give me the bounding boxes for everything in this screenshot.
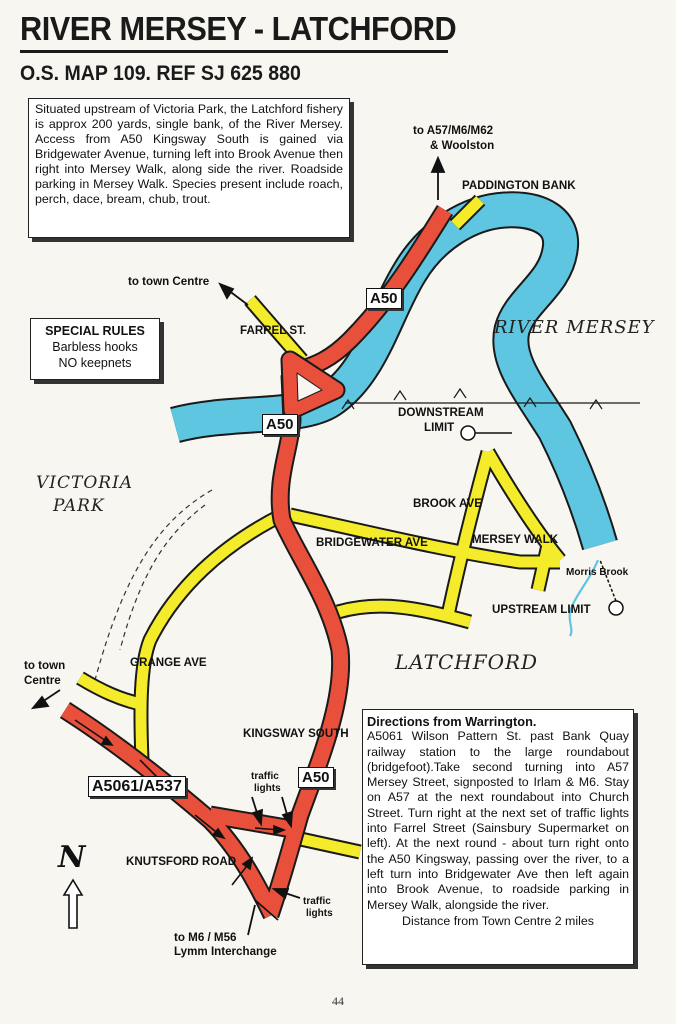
page-title: RIVER MERSEY - LATCHFORD <box>20 10 457 47</box>
label-mersey-walk: MERSEY WALK <box>472 533 559 546</box>
label-traffic-lights-1a: traffic <box>251 771 279 782</box>
directions-text: A5061 Wilson Pattern St. past Bank Quay railway station to the large roundabout (bridgefoot).Take second turning into A57 Mersey Street, signposted to Irlam & M6. Stay on A57 at the next roundabout into Church Street. Turn right at the next set of traffic lights into Farrel Street (Sainsbury Supermarket on left). At the next round - about turn right onto the A50 Kingsway, passing over the river, to a left turn into Bridgewater Ave then left again into Brook Avenue, to roadside parking in Mersey Walk, alongside the river. <box>367 729 629 912</box>
label-downstream-line2: LIMIT <box>424 421 455 434</box>
north-label: N <box>58 840 86 875</box>
label-knutsford-road: KNUTSFORD ROAD <box>126 855 237 868</box>
road-badge-a5061-a537: A5061/A537 <box>88 776 186 797</box>
railway-line <box>342 389 640 409</box>
label-to-m6-line1: to M6 / M56 <box>174 931 237 944</box>
page-number: 44 <box>332 994 344 1008</box>
road-badge-a50-top: A50 <box>366 288 402 309</box>
label-to-a57-line2: & Woolston <box>430 139 495 152</box>
label-to-town-centre-left-line2: Centre <box>24 674 61 687</box>
label-traffic-lights-1b: lights <box>254 783 281 794</box>
special-rules-title: SPECIAL RULES <box>45 324 145 338</box>
label-to-m6-line2: Lymm Interchange <box>174 945 277 958</box>
label-brook-ave: BROOK AVE <box>413 497 482 510</box>
label-farrel-st: FARREL ST. <box>240 324 307 337</box>
special-rules-box <box>30 318 160 380</box>
map-reference: O.S. MAP 109. REF SJ 625 880 <box>20 62 301 85</box>
label-morris-brook: Morris Brook <box>566 567 629 578</box>
road-badge-a50-mid: A50 <box>262 414 298 435</box>
label-paddington-bank: PADDINGTON BANK <box>462 179 576 192</box>
label-victoria-park-line1: VICTORIA <box>36 473 134 493</box>
label-to-a57-line1: to A57/M6/M62 <box>413 124 494 137</box>
road-badge-a50-bottom: A50 <box>298 767 334 788</box>
label-river-mersey: RIVER MERSEY <box>494 317 655 338</box>
label-kingsway-south: KINGSWAY SOUTH <box>243 727 349 740</box>
label-victoria-park-line2: PARK <box>53 496 105 516</box>
directions-box <box>362 709 634 965</box>
label-upstream-limit: UPSTREAM LIMIT <box>492 603 591 616</box>
fishery-info-text: Situated upstream of Victoria Park, the Latchford fishery is approx 200 yards, single bank, of the River Mersey. Access from A50 Kingsway South is gained via Bridgewater Avenue, turning left into Brook Avenue then right into Mersey Walk, along side the river. Roadside parking in Mersey Walk. Species present include roach, perch, dace, bream, chub, trout. <box>35 102 343 206</box>
directions-distance: Distance from Town Centre 2 miles <box>402 913 594 928</box>
special-rules-line1: Barbless hooks <box>52 340 138 354</box>
label-traffic-lights-2a: traffic <box>303 896 331 907</box>
label-bridgewater-ave: BRIDGEWATER AVE <box>316 536 428 549</box>
label-to-town-centre-top: to town Centre <box>128 275 210 288</box>
label-grange-ave: GRANGE AVE <box>130 656 207 669</box>
fishery-info-box <box>28 98 350 238</box>
river-mersey <box>175 210 600 545</box>
label-latchford: LATCHFORD <box>395 650 539 674</box>
label-traffic-lights-2b: lights <box>306 908 333 919</box>
label-downstream-line1: DOWNSTREAM <box>398 406 484 419</box>
north-arrow-icon <box>64 880 82 928</box>
label-to-town-centre-left-line1: to town <box>24 659 66 672</box>
special-rules-line2: NO keepnets <box>58 356 132 370</box>
directions-title: Directions from Warrington. <box>367 714 537 729</box>
